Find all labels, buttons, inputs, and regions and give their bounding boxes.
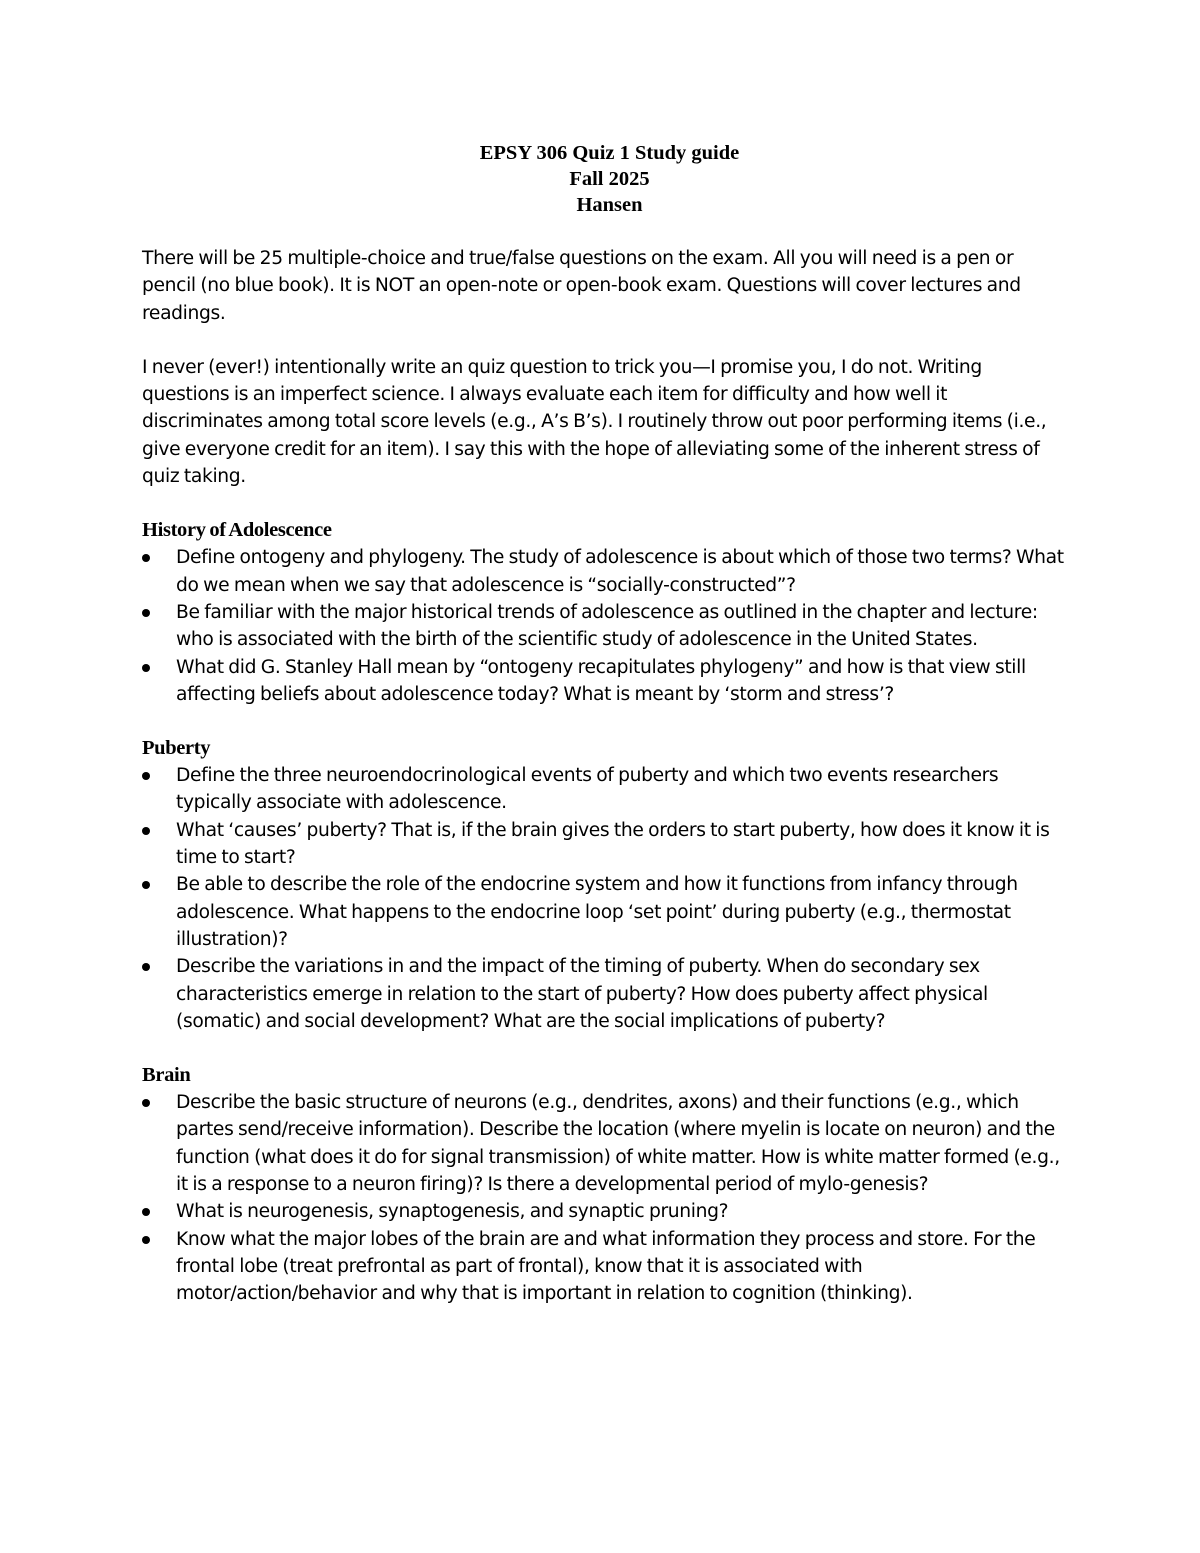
list-item	[142, 1226, 1067, 1308]
bullet-icon	[142, 881, 150, 889]
list-item-text: What did G. Stanley Hall mean by “ontogeny recapitulates phylogeny” and how is that view still affecting beliefs about adolescence today? What is meant by ‘storm and stress’?	[176, 656, 1026, 705]
bullet-icon	[142, 664, 150, 672]
intro-paragraph-trick-questions: I never (ever!) intentionally write an quiz question to trick you—I promise you, I do not. Writing questions is an imperfect science. I always evaluate each item for difficulty and how well it discriminates among total score levels (e.g., A’s B’s). I routinely throw out poor performing items (i.e., give everyone credit for an item). I say this with the hope of alleviating some of the inherent stress of quiz taking.	[142, 356, 1047, 488]
bullet-list	[142, 762, 1067, 1035]
list-item-text: Describe the basic structure of neurons (e.g., dendrites, axons) and their functions (e.g., which partes send/receive information). Describe the location (where myelin is locate on neuron) and the function (what does it do for signal transmission) of white matter. How is white matter formed (e.g., it is a response to a neuron firing)? Is there a developmental period of mylo-genesis?	[176, 1092, 1060, 1196]
list-item-text: Be familiar with the major historical trends of adolescence as outlined in the chapter and lecture: who is associated with the birth of the scientific study of adolescence in the United States.	[176, 601, 1038, 651]
list-item	[142, 762, 1067, 817]
document-term: Fall 2025	[569, 168, 650, 190]
list-item	[142, 953, 1067, 1035]
bullet-icon	[142, 827, 150, 835]
list-item	[142, 817, 1067, 872]
bullet-icon	[142, 1236, 150, 1244]
bullet-icon	[142, 772, 150, 780]
list-item-text: What is neurogenesis, synaptogenesis, and synaptic pruning?	[176, 1201, 729, 1223]
list-item	[142, 599, 1067, 654]
section-history-of-adolescence	[142, 517, 1067, 708]
bullet-icon	[142, 609, 150, 617]
document-header	[152, 140, 1067, 218]
section-heading: Puberty	[142, 737, 211, 760]
document-body	[142, 245, 1067, 1308]
list-item-text: Define ontogeny and phylogeny. The study of adolescence is about which of those two terms? What do we mean when we say that adolescence is “socially-constructed”?	[176, 547, 1064, 596]
section-brain	[142, 1062, 1067, 1307]
list-item-text: Describe the variations in and the impact of the timing of puberty. When do secondary sex characteristics emerge in relation to the start of puberty? How does puberty affect physical (somatic) and social development? What are the social implications of puberty?	[176, 956, 988, 1032]
document-instructor: Hansen	[576, 194, 643, 216]
document-title: EPSY 306 Quiz 1 Study guide	[479, 142, 740, 164]
list-item	[142, 654, 1067, 709]
section-puberty	[142, 735, 1067, 1035]
list-item-text: Define the three neuroendocrinological events of puberty and which two events researchers typically associate with adolescence.	[176, 765, 999, 814]
document-page	[142, 140, 1067, 1308]
bullet-icon	[142, 1099, 150, 1107]
bullet-list	[142, 544, 1067, 708]
list-item-text: What ‘causes’ puberty? That is, if the brain gives the orders to start puberty, how does it know it is time to start?	[176, 819, 1050, 869]
list-item-text: Know what the major lobes of the brain are and what information they process and store. For the frontal lobe (treat prefrontal as part of frontal), know that it is associated with motor/action/behavior and why that is important in relation to cognition (thinking).	[176, 1228, 1036, 1305]
section-heading: History of Adolescence	[142, 519, 332, 542]
bullet-list	[142, 1089, 1067, 1307]
list-item	[142, 1198, 1067, 1225]
bullet-icon	[142, 1208, 150, 1216]
list-item	[142, 1089, 1067, 1198]
bullet-icon	[142, 554, 150, 562]
list-item	[142, 544, 1067, 599]
list-item	[142, 871, 1067, 953]
intro-paragraph-exam-format: There will be 25 multiple-choice and true/false questions on the exam. All you will need is a pen or pencil (no blue book). It is NOT an open-note or open-book exam. Questions will cover lectures and readings.	[142, 248, 1021, 324]
bullet-icon	[142, 963, 150, 971]
list-item-text: Be able to describe the role of the endocrine system and how it functions from infancy through adolescence. What happens to the endocrine loop ‘set point’ during puberty (e.g., thermostat illustration)?	[176, 874, 1018, 950]
section-heading: Brain	[142, 1064, 191, 1087]
